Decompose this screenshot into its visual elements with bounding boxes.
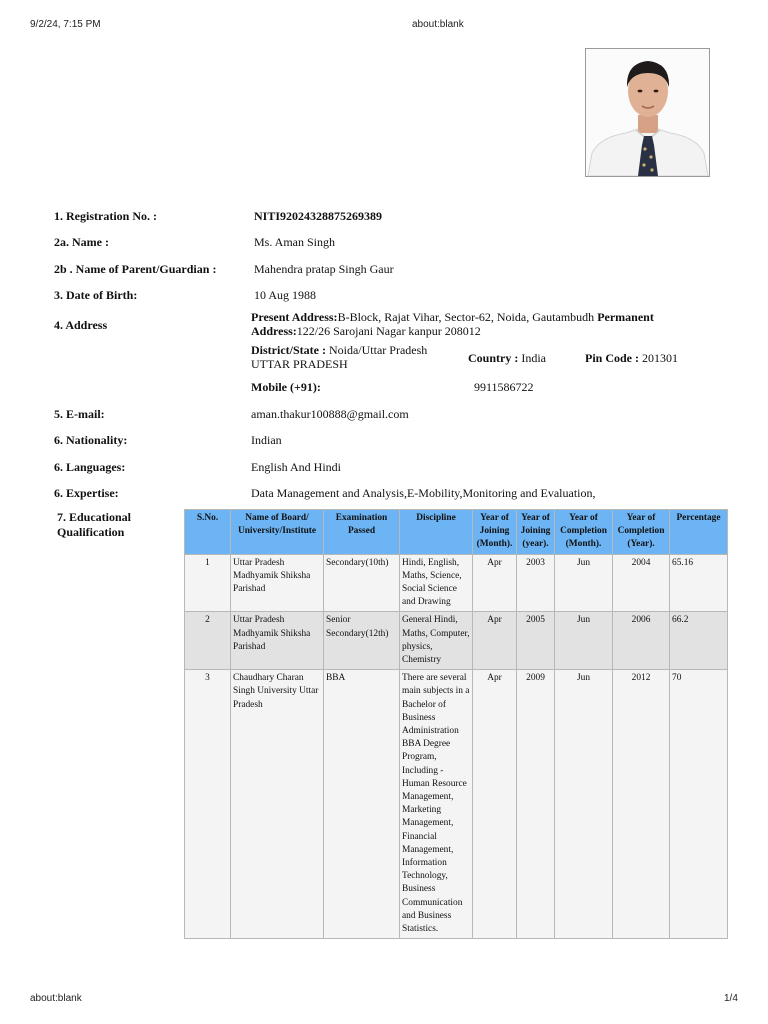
cell-comp-year: 2012	[613, 670, 670, 939]
col-header-discipline: Discipline	[400, 510, 473, 555]
print-page-title: about:blank	[412, 19, 464, 30]
cell-sno: 1	[185, 554, 231, 612]
education-label-line2: Qualification	[57, 525, 125, 539]
parent-label: 2b . Name of Parent/Guardian :	[54, 262, 217, 276]
nationality-value: Indian	[251, 433, 282, 447]
present-address-value: B-Block, Rajat Vihar, Sector-62, Noida, Gautambudh	[337, 310, 595, 324]
permanent-address-value: 122/26 Sarojani Nagar kanpur 208012	[296, 324, 481, 338]
pin-code-label: Pin Code :	[585, 351, 639, 365]
pin-code	[585, 351, 678, 366]
district-state	[251, 343, 427, 371]
col-header-percentage: Percentage	[670, 510, 728, 555]
expertise-label: 6. Expertise:	[54, 486, 119, 500]
district-label: District/State :	[251, 343, 326, 357]
profile-photo	[585, 48, 710, 177]
education-label-line1: 7. Educational	[57, 510, 132, 524]
col-header-sno: S.No.	[185, 510, 231, 555]
expertise-value: Data Management and Analysis,E-Mobility,Monitoring and Evaluation,	[251, 486, 596, 500]
print-page-number: 1/4	[724, 993, 738, 1004]
mobile-value: 9911586722	[474, 380, 534, 394]
cell-discipline: There are several main subjects in a Bachelor of Business Administration BBA Degree Program, Including - Human Resource Management, Marketing Management, Financial Management, Information Technology, Business Communication and Business Statistics.	[400, 670, 473, 939]
cell-comp-year: 2006	[613, 612, 670, 670]
col-header-join-year: Year of Joining (year).	[517, 510, 555, 555]
print-footer-url: about:blank	[30, 993, 82, 1004]
registration-value: NITI92024328875269389	[254, 209, 383, 223]
pin-code-value: 201301	[642, 351, 678, 365]
cell-exam: BBA	[324, 670, 400, 939]
cell-comp-month: Jun	[555, 612, 613, 670]
languages-value: English And Hindi	[251, 460, 342, 474]
parent-value: Mahendra pratap Singh Gaur	[254, 262, 394, 276]
col-header-comp-month: Year of Completion (Month).	[555, 510, 613, 555]
education-table	[184, 509, 728, 939]
country-label: Country :	[468, 351, 519, 365]
permanent-address-label: Permanent Address:	[251, 310, 654, 338]
print-datetime: 9/2/24, 7:15 PM	[30, 19, 101, 30]
cell-join-year: 2005	[517, 612, 555, 670]
present-address-label: Present Address:	[251, 310, 338, 324]
cell-join-month: Apr	[473, 554, 517, 612]
cell-sno: 3	[185, 670, 231, 939]
col-header-comp-year: Year of Completion (Year).	[613, 510, 670, 555]
education-label	[57, 510, 167, 540]
cell-exam: Senior Secondary(12th)	[324, 612, 400, 670]
address-label: 4. Address	[54, 318, 108, 332]
mobile-label: Mobile (+91):	[251, 380, 321, 394]
table-row	[185, 670, 728, 939]
state-value: UTTAR PRADESH	[251, 357, 348, 371]
cell-discipline: Hindi, English, Maths, Science, Social Science and Drawing	[400, 554, 473, 612]
cell-join-month: Apr	[473, 670, 517, 939]
cell-join-month: Apr	[473, 612, 517, 670]
email-value: aman.thakur100888@gmail.com	[251, 407, 409, 421]
col-header-exam: Examination Passed	[324, 510, 400, 555]
languages-label: 6. Languages:	[54, 460, 126, 474]
nationality-label: 6. Nationality:	[54, 433, 128, 447]
cell-board: Uttar Pradesh Madhyamik Shiksha Parishad	[231, 554, 324, 612]
address-block	[251, 310, 691, 338]
cell-percentage: 66.2	[670, 612, 728, 670]
registration-label: 1. Registration No. :	[54, 209, 157, 223]
cell-join-year: 2009	[517, 670, 555, 939]
cell-join-year: 2003	[517, 554, 555, 612]
education-header-row	[185, 510, 728, 555]
country	[468, 351, 546, 366]
name-value: Ms. Aman Singh	[254, 235, 336, 249]
cell-comp-month: Jun	[555, 554, 613, 612]
district-value: Noida/Uttar Pradesh	[328, 343, 428, 357]
cell-discipline: General Hindi, Maths, Computer, physics, Chemistry	[400, 612, 473, 670]
cell-sno: 2	[185, 612, 231, 670]
table-row	[185, 554, 728, 612]
cell-exam: Secondary(10th)	[324, 554, 400, 612]
cell-comp-year: 2004	[613, 554, 670, 612]
table-row	[185, 612, 728, 670]
col-header-join-month: Year of Joining (Month).	[473, 510, 517, 555]
cell-board: Uttar Pradesh Madhyamik Shiksha Parishad	[231, 612, 324, 670]
email-label: 5. E-mail:	[54, 407, 105, 421]
dob-label: 3. Date of Birth:	[54, 288, 138, 302]
cell-comp-month: Jun	[555, 670, 613, 939]
cell-percentage: 70	[670, 670, 728, 939]
cell-board: Chaudhary Charan Singh University Uttar Pradesh	[231, 670, 324, 939]
country-value: India	[521, 351, 546, 365]
cell-percentage: 65.16	[670, 554, 728, 612]
col-header-board: Name of Board/ University/Institute	[231, 510, 324, 555]
name-label: 2a. Name :	[54, 235, 109, 249]
dob-value: 10 Aug 1988	[254, 288, 317, 302]
